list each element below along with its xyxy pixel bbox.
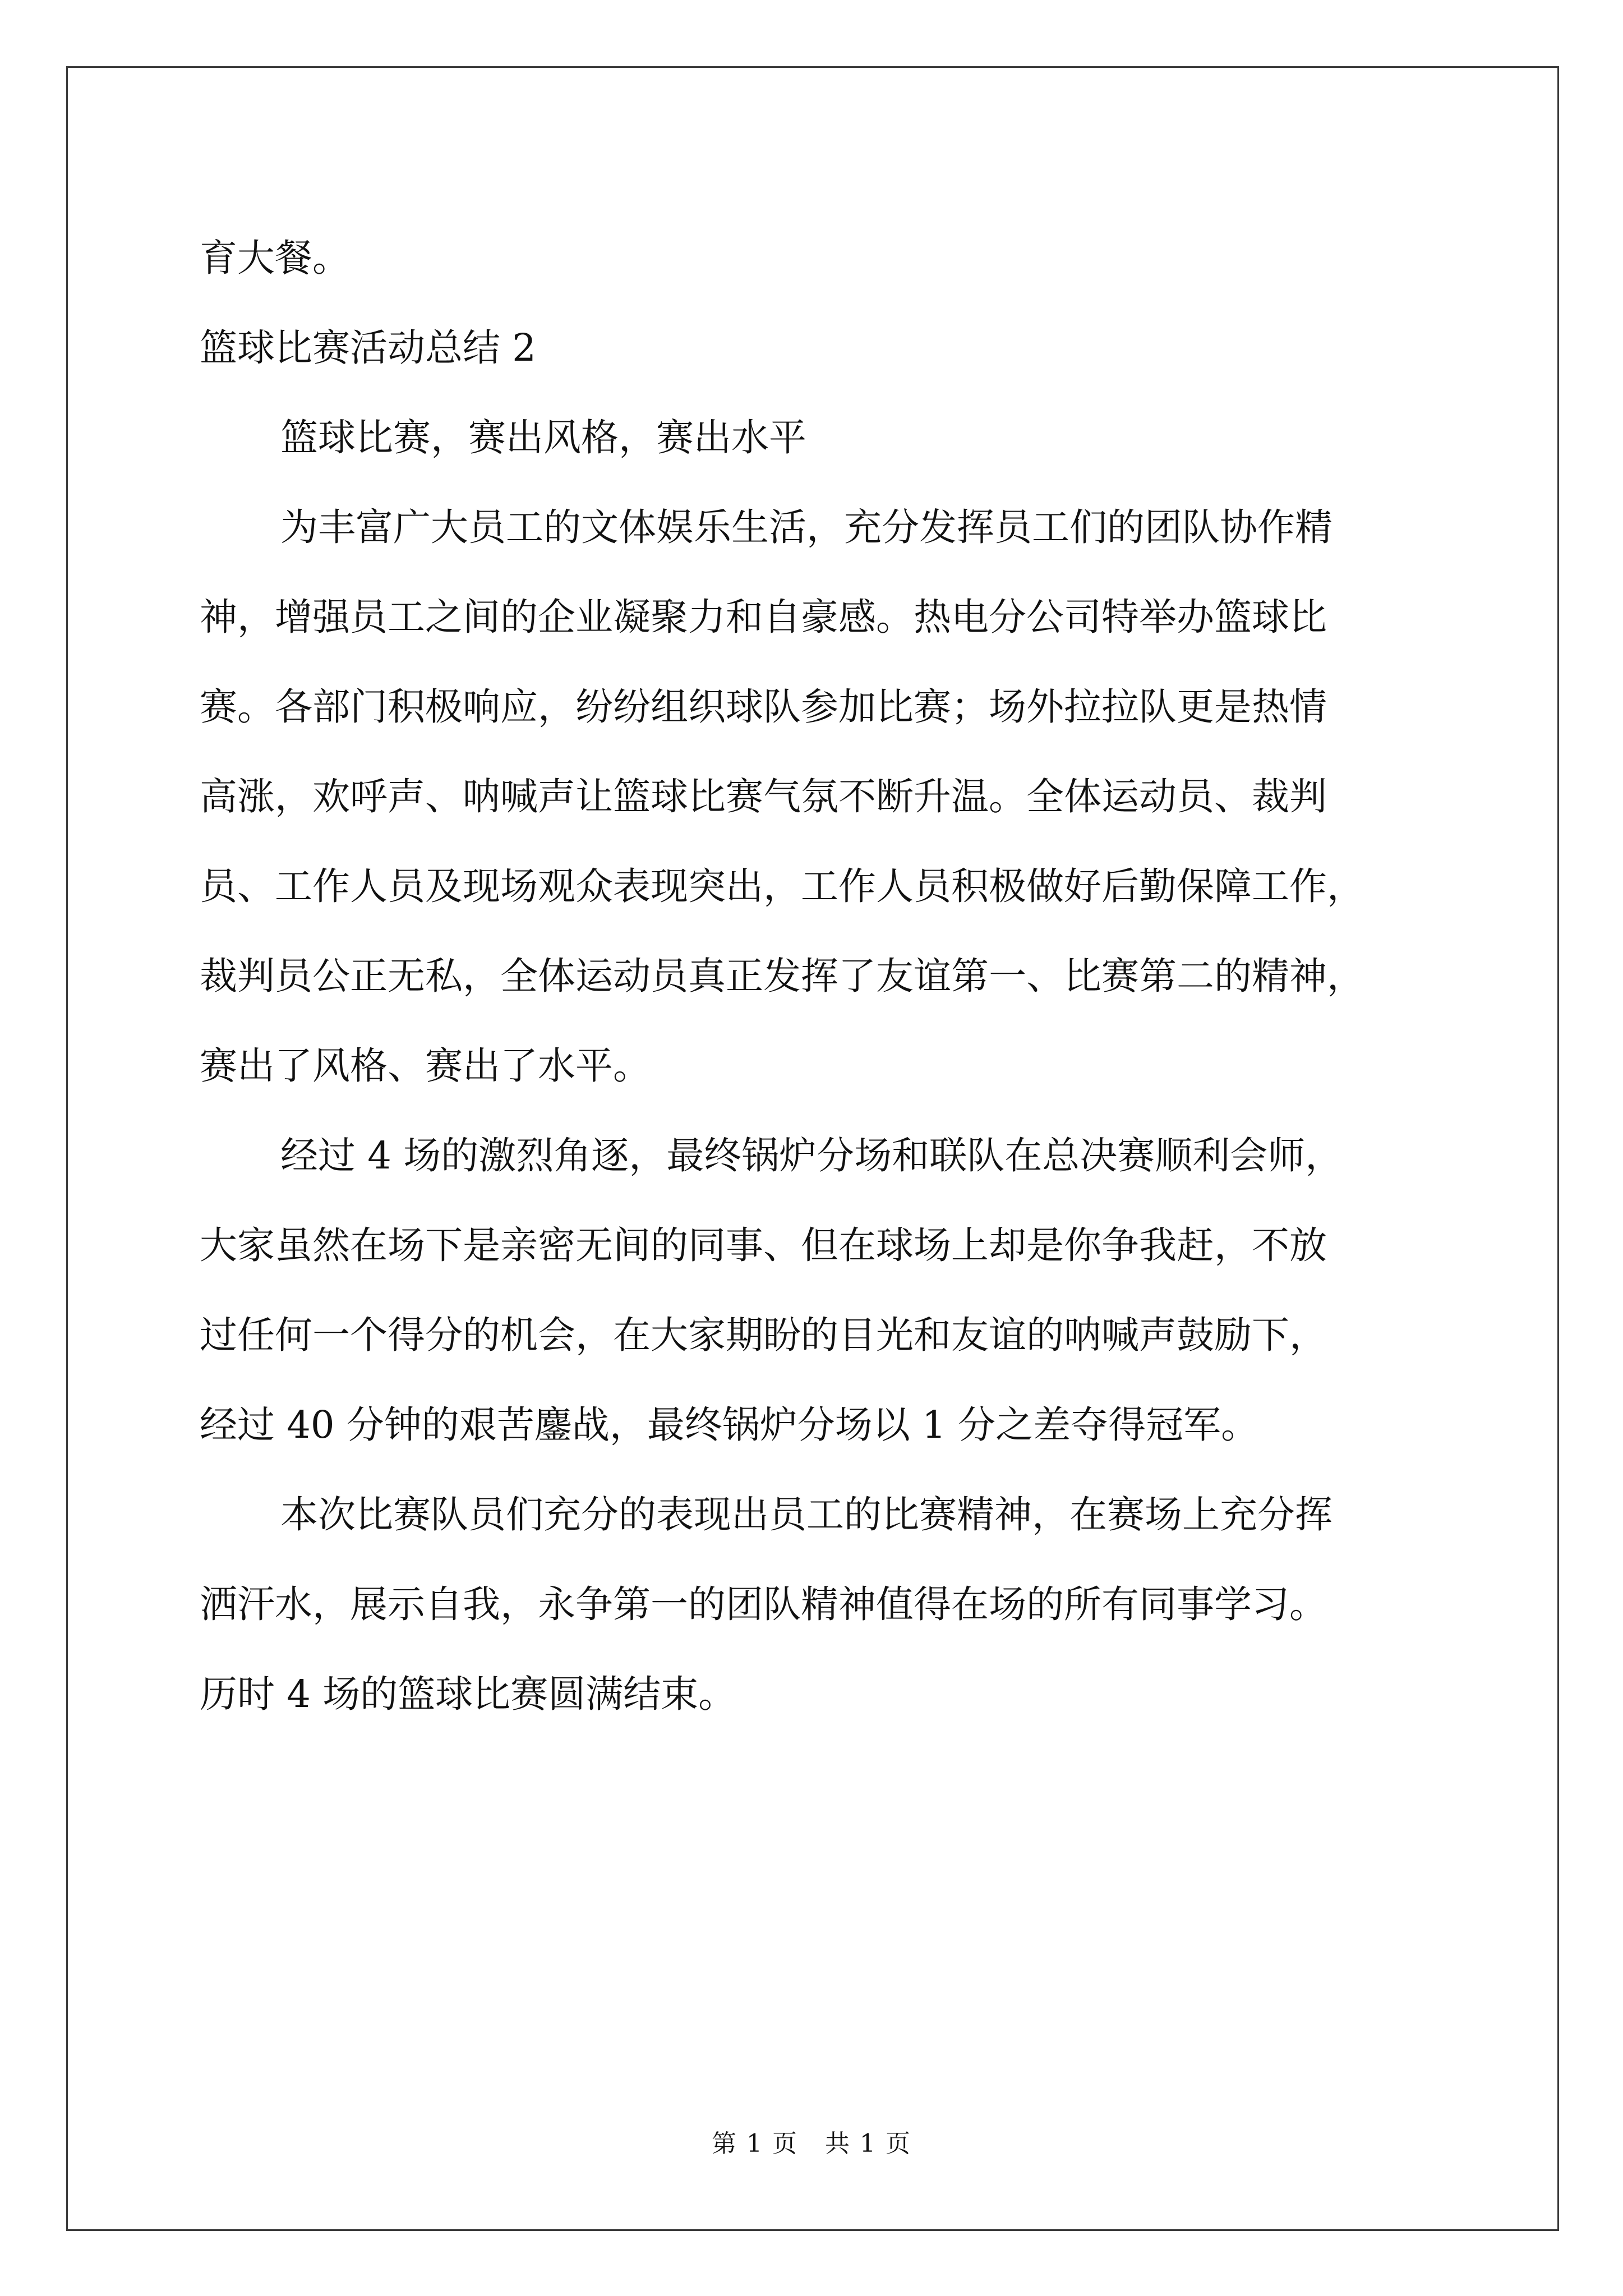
page-footer xyxy=(0,2123,1623,2159)
paragraph-line: 神，增强员工之间的企业凝聚力和自豪感。热电分公司特举办篮球比 xyxy=(200,595,1327,639)
section-title: 篮球比赛活动总结 2 xyxy=(200,326,536,370)
paragraph-1 xyxy=(200,482,1433,1111)
paragraph-line: 赛出了风格、赛出了水平。 xyxy=(200,1044,651,1088)
paragraph-line: 经过 4 场的激烈角逐，最终锅炉分场和联队在总决赛顺利会师， xyxy=(280,1134,1343,1177)
document-body xyxy=(200,213,1433,1739)
paragraph-line: 大家虽然在场下是亲密无间的同事、但在球场上却是你争我赶，不放 xyxy=(200,1223,1327,1267)
paragraph-line: 过任何一个得分的机会，在大家期盼的目光和友谊的呐喊声鼓励下， xyxy=(200,1313,1327,1357)
paragraph-line: 洒汗水，展示自我，永争第一的团队精神值得在场的所有同事学习。 xyxy=(200,1582,1327,1626)
paragraph-line: 高涨，欢呼声、呐喊声让篮球比赛气氛不断升温。全体运动员、裁判 xyxy=(200,775,1327,818)
paragraph-line: 裁判员公正无私，全体运动员真正发挥了友谊第一、比赛第二的精神， xyxy=(200,954,1364,998)
paragraph-line: 员、工作人员及现场观众表现突出，工作人员积极做好后勤保障工作， xyxy=(200,864,1364,908)
page-number: 第 1 页 xyxy=(712,2129,798,2158)
paragraph-line: 赛。各部门积极响应，纷纷组织球队参加比赛；场外拉拉队更是热情 xyxy=(200,685,1327,729)
paragraph-2 xyxy=(200,1111,1433,1470)
paragraph-3 xyxy=(200,1470,1433,1739)
subtitle: 篮球比赛，赛出风格，赛出水平 xyxy=(280,416,806,459)
paragraph-line: 经过 40 分钟的艰苦鏖战，最终锅炉分场以 1 分之差夺得冠军。 xyxy=(200,1403,1259,1447)
lead-fragment: 育大餐。 xyxy=(200,236,350,280)
paragraph-line: 为丰富广大员工的文体娱乐生活，充分发挥员工们的团队协作精 xyxy=(280,505,1332,549)
page-total: 共 1 页 xyxy=(825,2129,911,2158)
paragraph-line: 本次比赛队员们充分的表现出员工的比赛精神，在赛场上充分挥 xyxy=(280,1493,1332,1536)
paragraph-line: 历时 4 场的篮球比赛圆满结束。 xyxy=(200,1672,736,1716)
